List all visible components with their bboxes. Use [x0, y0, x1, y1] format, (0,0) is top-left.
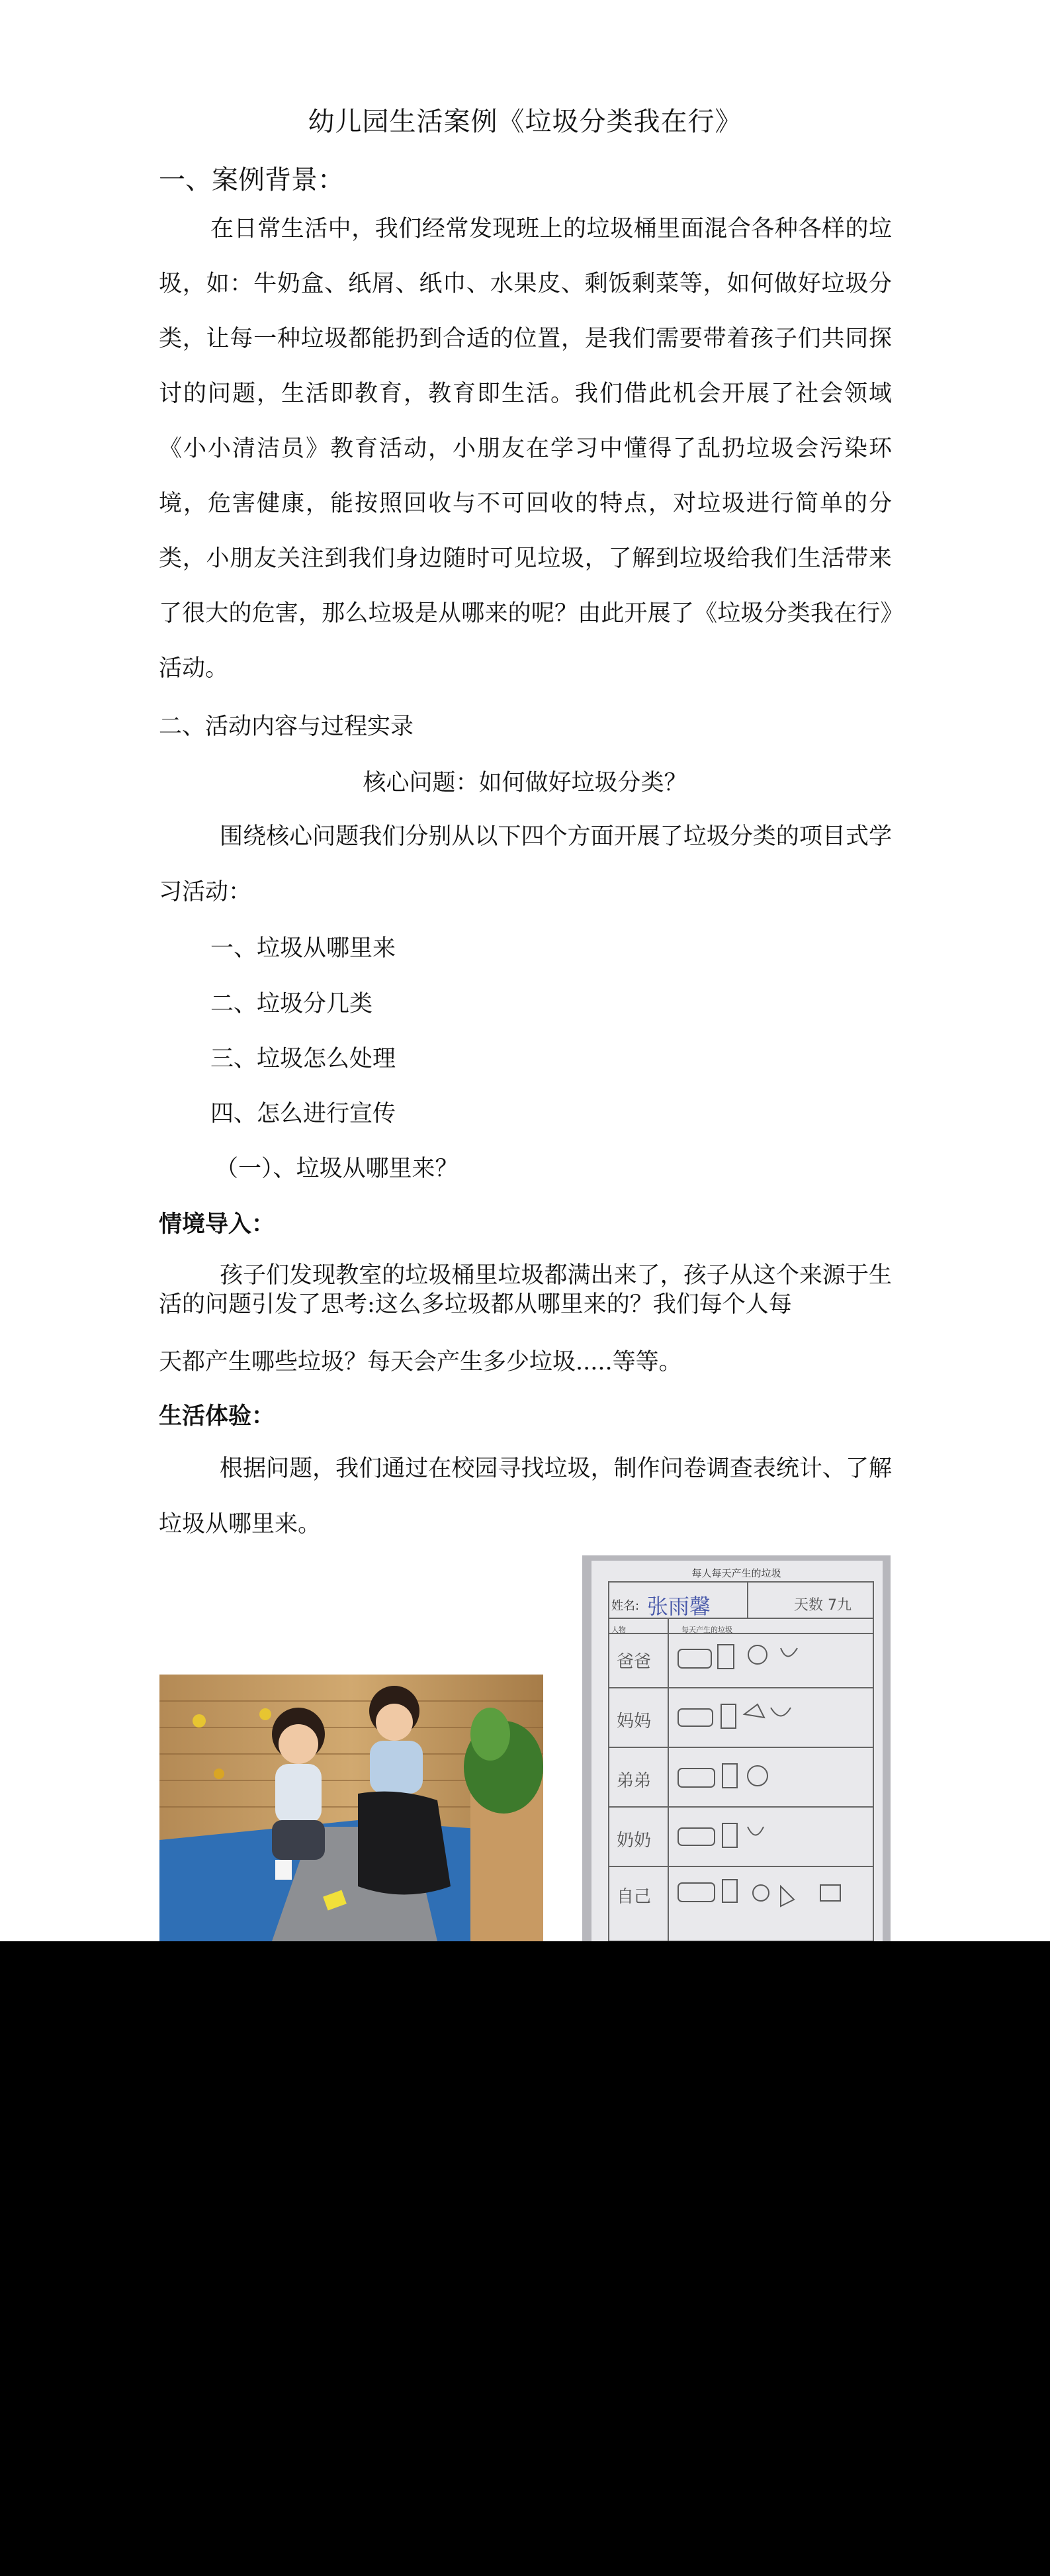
survey-form-row-label: 弟弟 — [617, 1771, 652, 1791]
survey-form-row-label: 妈妈 — [617, 1712, 652, 1731]
intro-paragraph: 围绕核心问题我们分别从以下四个方面开展了垃圾分类的项目式学习活动： — [159, 823, 892, 905]
photo-illustration — [159, 1675, 543, 1941]
survey-form-row-label: 奶奶 — [617, 1831, 652, 1851]
topic-item: 三、垃圾怎么处理 — [210, 1046, 396, 1072]
survey-form-col-person: 人物 — [611, 1626, 626, 1634]
background-paragraph: 在日常生活中，我们经常发现班上的垃圾桶里面混合各种各样的垃圾，如：牛奶盒、纸屑、纸巾、水果皮、剩饭剩菜等，如何做好垃圾分类，让每一种垃圾都能扔到合适的位置，是我们需要带着孩子们共同探讨的问题，生活即教育，教育即生活。我们借此机会开展了社会领域《小小清洁员》教育活动，小朋友在学习中懂得了乱扔垃圾会污染环境，危害健康，能按照回收与不可回收的特点，对垃圾进行简单的分类，小朋友关注到我们身边随时可见垃圾，了解到垃圾给我们生活带来了很大的危害，那么垃圾是从哪来的呢？由此开展了《垃圾分类我在行》活动。 — [159, 216, 892, 682]
blank-area — [0, 1941, 1050, 2576]
topic-item: 一、垃圾从哪里来 — [210, 935, 396, 962]
situation-paragraph-end: 天都产生哪些垃圾？每天会产生多少垃圾.....等等。 — [159, 1349, 682, 1375]
survey-form-name-label: 姓名: — [611, 1599, 640, 1613]
survey-form-row-label: 爸爸 — [617, 1652, 652, 1672]
core-question: 核心问题：如何做好垃圾分类？ — [363, 770, 687, 796]
children-collecting-trash-photo — [159, 1675, 543, 1941]
life-paragraph: 根据问题，我们通过在校园寻找垃圾，制作问卷调查表统计、了解垃圾从哪里来。 — [159, 1455, 892, 1538]
topic-item: 二、垃圾分几类 — [210, 991, 373, 1017]
survey-form-name-value: 张雨馨 — [647, 1594, 711, 1619]
sub-heading: （一）、垃圾从哪里来？ — [215, 1156, 459, 1182]
life-heading: 生活体验： — [159, 1403, 275, 1430]
topic-item: 四、怎么进行宣传 — [210, 1101, 396, 1127]
situation-heading: 情境导入： — [159, 1211, 275, 1238]
section-heading-activity: 二、活动内容与过程实录 — [159, 713, 414, 740]
survey-form-date: 天数 7九 — [794, 1597, 852, 1614]
survey-form-title: 每人每天产生的垃圾 — [691, 1567, 781, 1579]
situation-paragraph: 孩子们发现教室的垃圾桶里垃圾都满出来了，孩子从这个来源于生活的问题引发了思考:这么多垃圾都从哪里来的？我们每个人每 — [159, 1262, 892, 1318]
survey-form-col-trash: 每天产生的垃圾 — [681, 1626, 732, 1634]
survey-form-photo — [582, 1555, 891, 1941]
section-heading-background: 一、案例背景： — [159, 165, 344, 195]
survey-form-row-label: 自己 — [617, 1887, 652, 1907]
document-title: 幼儿园生活案例《垃圾分类我在行》 — [308, 107, 742, 137]
